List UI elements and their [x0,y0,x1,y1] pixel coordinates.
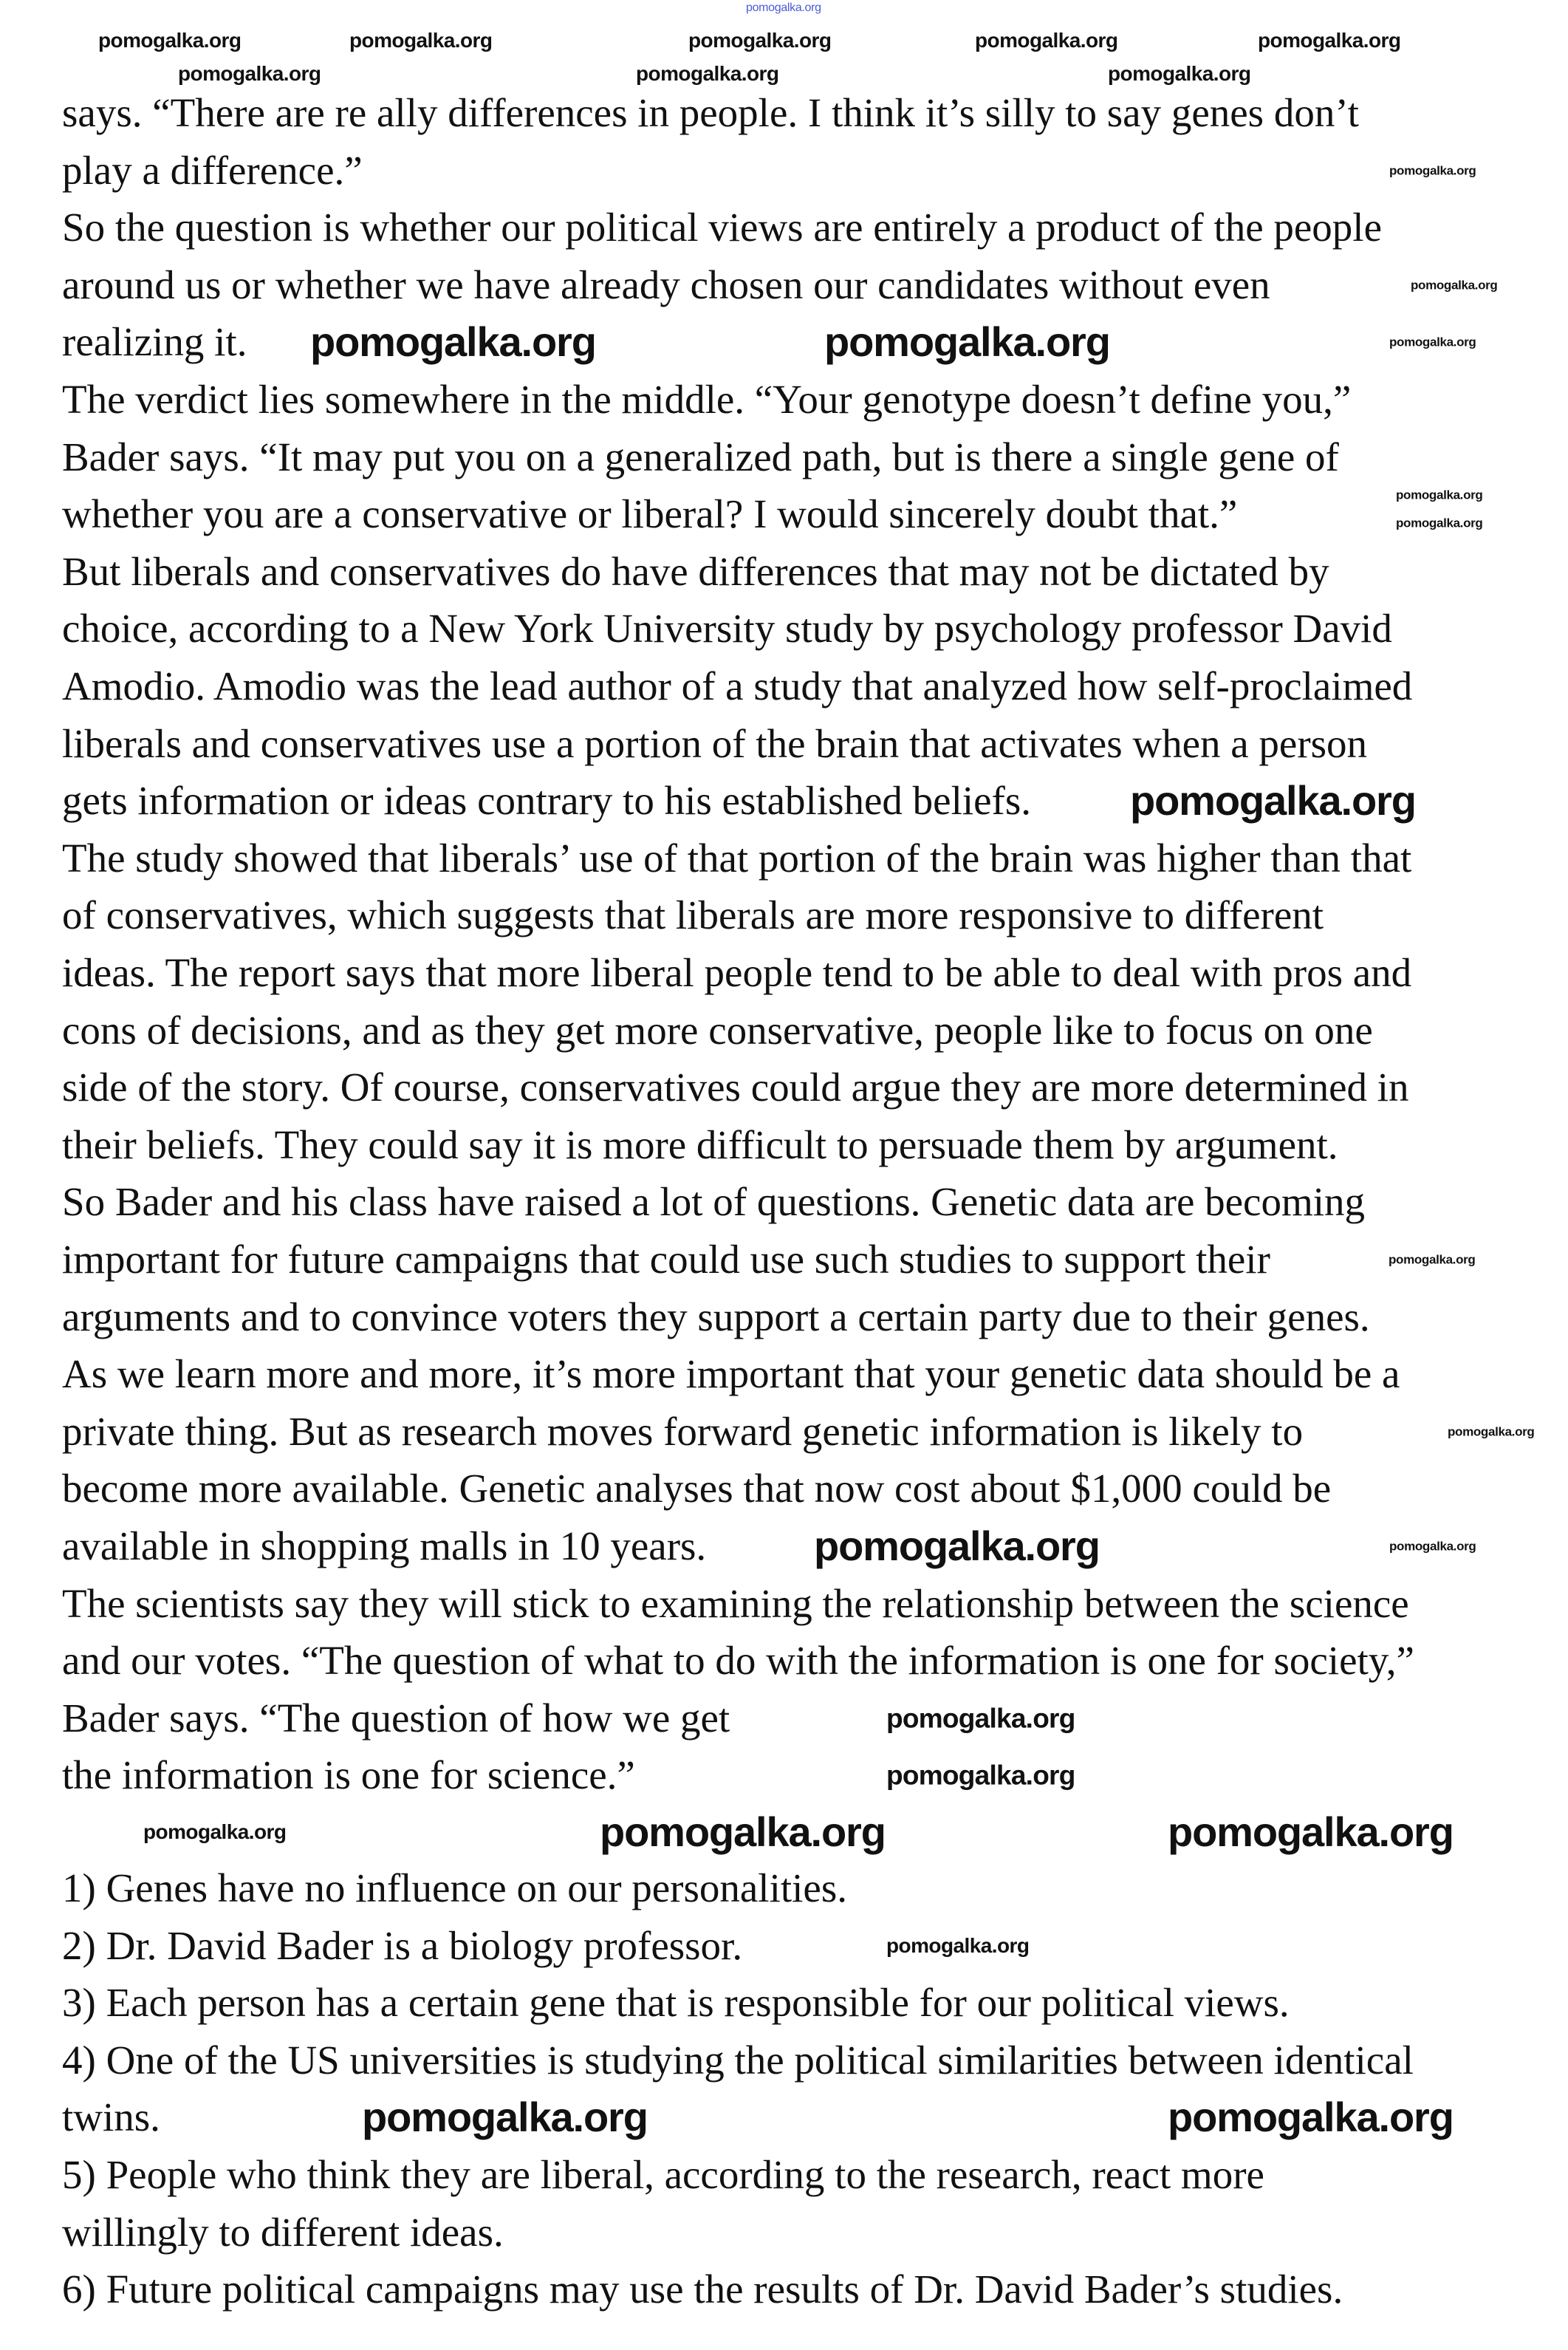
watermark: pomogalka.org [600,1808,886,1855]
article-line: become more available. Genetic analyses that now cost about $1,000 could be [62,1466,1332,1512]
article-line: the information is one for science.” [62,1752,635,1798]
watermark: pomogalka.org [1411,278,1498,293]
watermark: pomogalka.org [1389,1539,1476,1554]
statement-line: 5) People who think they are liberal, according to the research, react more [62,2152,1264,2197]
article-line: private thing. But as research moves forward genetic information is likely to [62,1408,1304,1454]
watermark: pomogalka.org [349,29,493,52]
watermark: pomogalka.org [1258,29,1401,52]
article-line: The verdict lies somewhere in the middle. “Your genotype doesn’t define you,” [62,377,1352,422]
article-line: side of the story. Of course, conservatives could argue they are more determined in [62,1065,1409,1110]
statement-line: 1) Genes have no influence on our personalities. [62,1865,847,1910]
article-line: gets information or ideas contrary to his established beliefs. [62,778,1032,824]
article-line: says. “There are re ally differences in people. I think it’s silly to say genes don’t [62,90,1359,135]
watermark: pomogalka.org [1389,335,1476,349]
statement-line: 4) One of the US universities is studying the political similarities between identical [62,2037,1414,2083]
statement-line: twins. [62,2094,160,2140]
watermark: pomogalka.org [886,1934,1030,1957]
article-line: Amodio. Amodio was the lead author of a study that analyzed how self-proclaimed [62,663,1413,708]
watermark: pomogalka.org [1448,1424,1535,1439]
article-line: The study showed that liberals’ use of that portion of the brain was higher than that [62,835,1412,881]
watermark: pomogalka.org [1168,1808,1454,1855]
watermark: pomogalka.org [814,1523,1100,1569]
watermark: pomogalka.org [362,2094,648,2140]
watermark: pomogalka.org [1130,777,1416,824]
watermark: pomogalka.org [636,62,779,85]
article-line: around us or whether we have already chosen our candidates without even [62,262,1270,307]
watermark: pomogalka.org [1396,488,1483,502]
article-line: important for future campaigns that could use such studies to support their [62,1237,1270,1282]
article-line: cons of decisions, and as they get more conservative, people like to focus on one [62,1007,1373,1053]
article-line: So Bader and his class have raised a lot of questions. Genetic data are becoming [62,1179,1366,1225]
article-line: available in shopping malls in 10 years. [62,1523,707,1568]
article-line: ideas. The report says that more liberal people tend to be able to deal with pros and [62,950,1412,995]
watermark: pomogalka.org [1168,2094,1454,2140]
watermark: pomogalka.org [824,318,1110,365]
watermark: pomogalka.org [1108,62,1251,85]
watermark: pomogalka.org [975,29,1118,52]
article-line: arguments and to convince voters they support a certain party due to their genes. [62,1294,1370,1339]
article-line: play a difference.” [62,147,363,193]
watermark: pomogalka.org [310,318,596,365]
article-line: and our votes. “The question of what to do with the information is one for society,” [62,1638,1414,1684]
statement-line: 6) Future political campaigns may use the results of Dr. David Bader’s studies. [62,2267,1343,2312]
article-line: Bader says. “It may put you on a generalized path, but is there a single gene of [62,434,1339,479]
article-line: But liberals and conservatives do have differences that may not be dictated by [62,548,1329,594]
article-line: As we learn more and more, it’s more important that your genetic data should be a [62,1351,1400,1397]
article-line: liberals and conservatives use a portion of the brain that activates when a person [62,720,1368,766]
watermark: pomogalka.org [1396,516,1483,530]
statement-line: 3) Each person has a certain gene that is responsible for our political views. [62,1980,1290,2026]
watermark: pomogalka.org [178,62,321,85]
watermark-header: pomogalka.org [746,1,821,14]
article-line: realizing it. [62,319,247,365]
article-line: their beliefs. They could say it is more difficult to persuade them by argument. [62,1121,1338,1167]
article-line: of conservatives, which suggests that liberals are more responsive to different [62,892,1324,938]
watermark: pomogalka.org [143,1820,287,1843]
statement-line: willingly to different ideas. [62,2209,504,2255]
watermark: pomogalka.org [98,29,242,52]
article-line: whether you are a conservative or liberal? I would sincerely doubt that.” [62,491,1238,537]
watermark: pomogalka.org [886,1703,1075,1734]
watermark: pomogalka.org [1389,1252,1476,1267]
article-line: choice, according to a New York University study by psychology professor David [62,606,1392,652]
statement-line: 2) Dr. David Bader is a biology professor. [62,1922,743,1968]
article-line: The scientists say they will stick to examining the relationship between the science [62,1580,1409,1626]
watermark: pomogalka.org [688,29,832,52]
watermark: pomogalka.org [886,1760,1075,1791]
article-line: So the question is whether our political views are entirely a product of the people [62,205,1382,250]
article-line: Bader says. “The question of how we get [62,1695,730,1741]
watermark: pomogalka.org [1389,163,1476,178]
